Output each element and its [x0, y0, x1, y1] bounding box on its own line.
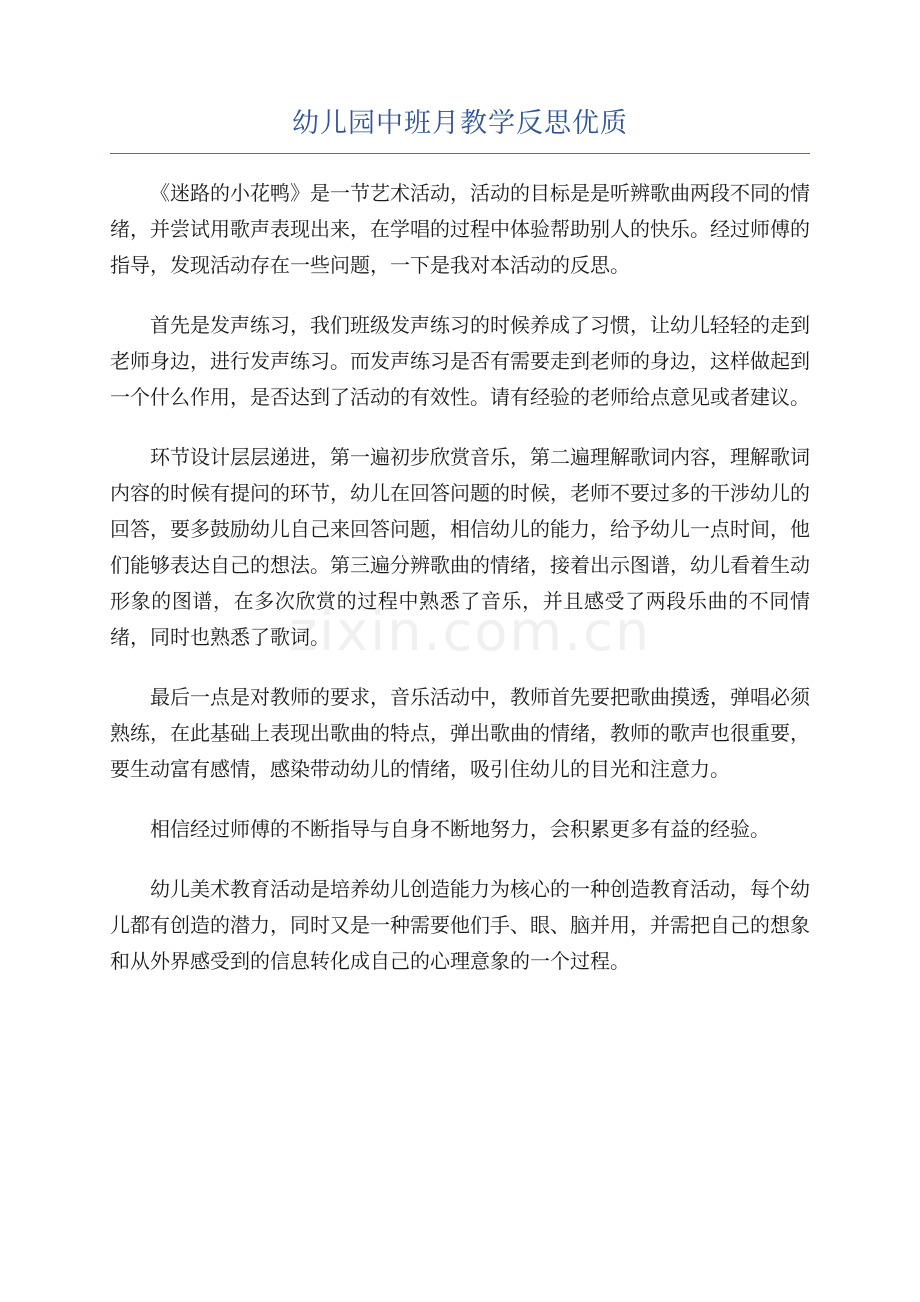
document-body	[110, 175, 810, 1003]
paragraph-4: 最后一点是对教师的要求，音乐活动中，教师首先要把歌曲摸透，弹唱必须熟练，在此基础上表现出歌曲的特点，弹出歌曲的情绪，教师的歌声也很重要，要生动富有感情，感染带动幼儿的情绪，吸引住幼儿的目光和注意力。	[110, 685, 810, 781]
paragraph-6: 幼儿美术教育活动是培养幼儿创造能力为核心的一种创造教育活动，每个幼儿都有创造的潜力，同时又是一种需要他们手、眼、脑并用，并需把自己的想象和从外界感受到的信息转化成自己的心理意象的一个过程。	[110, 877, 810, 973]
title-underline	[110, 153, 810, 154]
paragraph-2: 首先是发声练习，我们班级发声练习的时候养成了习惯，让幼儿轻轻的走到老师身边，进行发声练习。而发声练习是否有需要走到老师的身边，这样做起到一个什么作用，是否达到了活动的有效性。请有经验的老师给点意见或者建议。	[110, 313, 810, 409]
paragraph-1: 《迷路的小花鸭》是一节艺术活动，活动的目标是是听辨歌曲两段不同的情绪，并尝试用歌声表现出来，在学唱的过程中体验帮助别人的快乐。经过师傅的指导，发现活动存在一些问题，一下是我对本活动的反思。	[110, 181, 810, 277]
watermark-text: zixin.com.cn	[288, 600, 652, 663]
paragraph-3: 环节设计层层递进，第一遍初步欣赏音乐，第二遍理解歌词内容，理解歌词内容的时候有提问的环节，幼儿在回答问题的时候，老师不要过多的干涉幼儿的回答，要多鼓励幼儿自己来回答问题，相信幼儿的能力，给予幼儿一点时间，他们能够表达自己的想法。第三遍分辨歌曲的情绪，接着出示图谱，幼儿看着生动形象的图谱，在多次欣赏的过程中熟悉了音乐，并且感受了两段乐曲的不同情绪，同时也熟悉了歌词。	[110, 445, 810, 649]
paragraph-5: 相信经过师傅的不断指导与自身不断地努力，会积累更多有益的经验。	[150, 817, 770, 841]
document-title: 幼儿园中班月教学反思优质	[292, 108, 628, 139]
